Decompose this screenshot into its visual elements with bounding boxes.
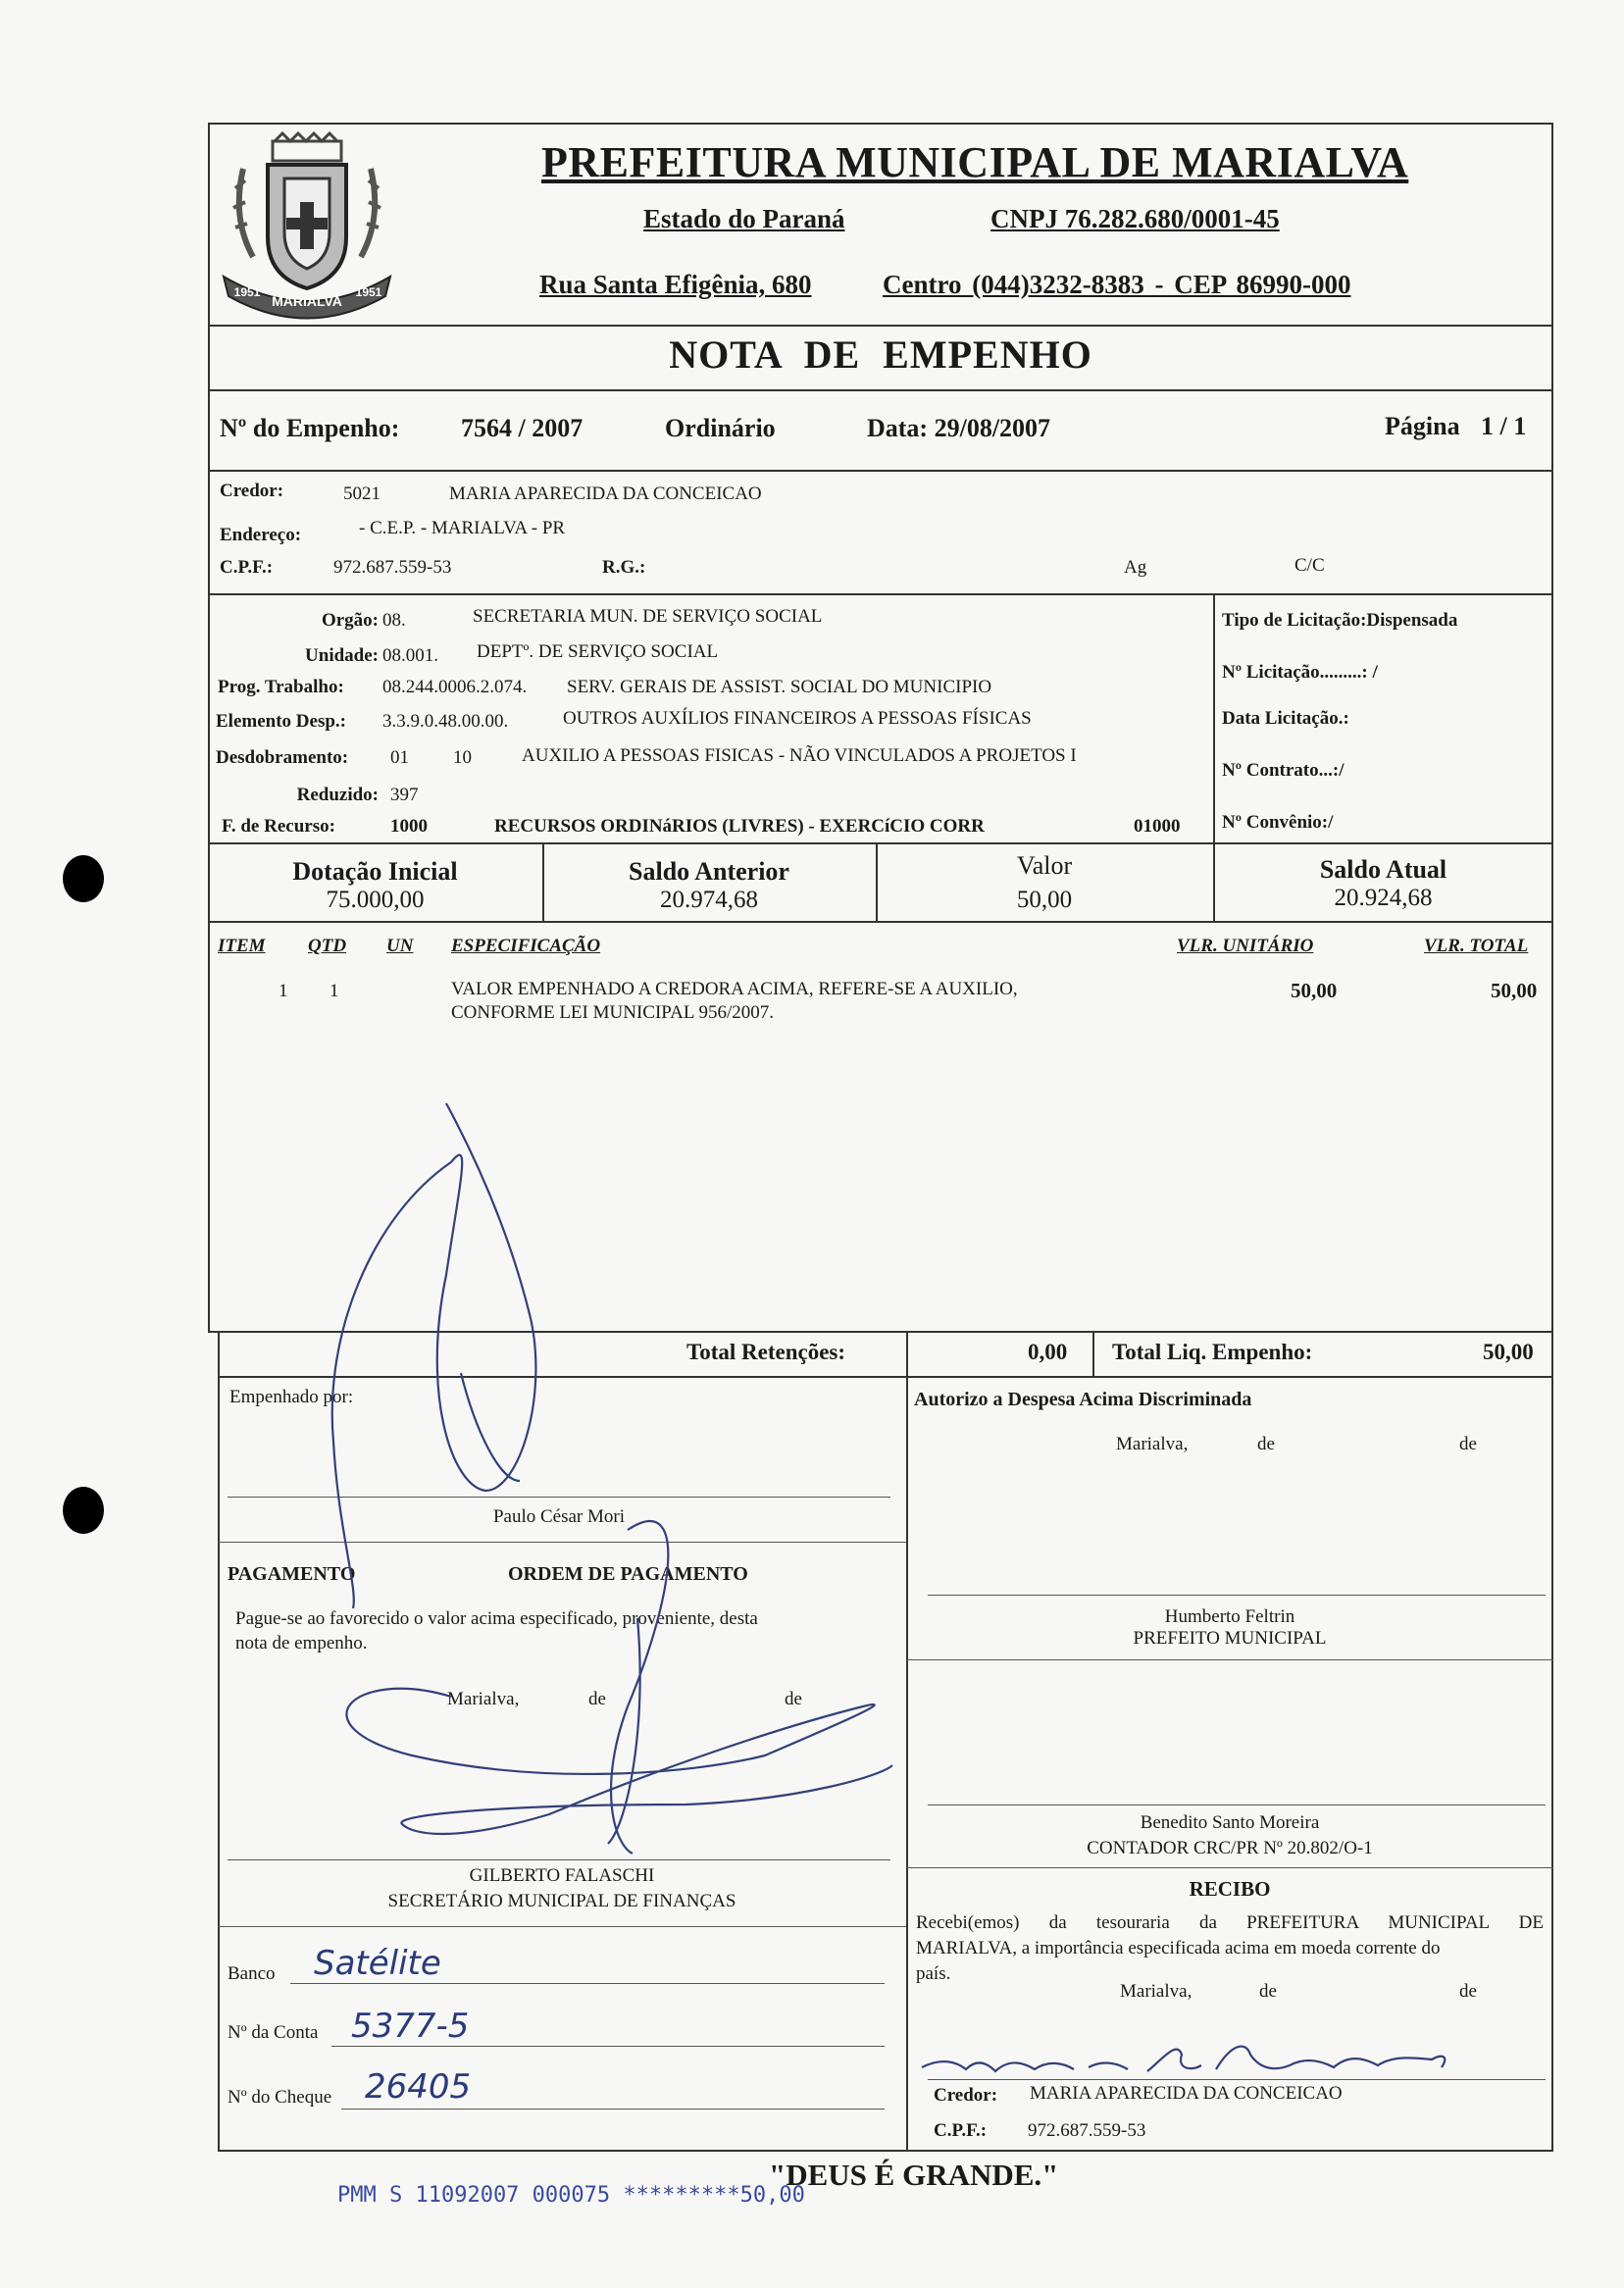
secretario-role: SECRETÁRIO MUNICIPAL DE FINANÇAS [387, 1891, 736, 1911]
recibo-credor-label: Credor: [934, 2085, 998, 2106]
secretario-name: GILBERTO FALASCHI [469, 1865, 655, 1886]
total-retencoes-label: Total Retenções: [686, 1340, 846, 1364]
recibo-text-3: país. [916, 1963, 951, 1984]
unidade-code: 08.001. [382, 645, 438, 666]
num-licitacao: Nº Licitação.........: / [1222, 662, 1378, 683]
ag-label: Ag [1124, 557, 1147, 578]
cheque-value: 26405 [365, 2067, 472, 2107]
secretario-signature [346, 1521, 892, 1854]
saldo-atual-label: Saldo Atual [1319, 855, 1447, 884]
prog-trabalho-desc: SERV. GERAIS DE ASSIST. SOCIAL DO MUNICIPIO [567, 677, 992, 697]
rg-label: R.G.: [602, 557, 646, 578]
row-total: 50,00 [1491, 979, 1538, 1002]
pagamento-label: PAGAMENTO [228, 1563, 356, 1585]
col-especificacao: ESPECIFICAÇÃO [451, 936, 601, 956]
cpf-value: 972.687.559-53 [333, 557, 452, 578]
autorizo-label: Autorizo a Despesa Acima Discriminada [914, 1389, 1252, 1410]
dotacao-value: 75.000,00 [326, 887, 425, 913]
orgao-desc: SECRETARIA MUN. DE SERVIÇO SOCIAL [473, 606, 823, 627]
saldo-anterior-value: 20.974,68 [660, 887, 758, 913]
contador-role: CONTADOR CRC/PR Nº 20.802/O-1 [1087, 1838, 1373, 1858]
elemento-code: 3.3.9.0.48.00.00. [382, 711, 509, 732]
credor-signature [922, 2047, 1445, 2071]
num-contrato: Nº Contrato...:/ [1222, 760, 1345, 781]
credor-code: 5021 [343, 483, 381, 504]
empenhado-signature [332, 1103, 536, 1608]
ordem-text-1: Pague-se ao favorecido o valor acima especificado, proveniente, desta [235, 1608, 758, 1629]
conta-label: Nº da Conta [228, 2022, 319, 2043]
ordem-pagamento-label: ORDEM DE PAGAMENTO [508, 1563, 748, 1585]
empenho-number-label: Nº do Empenho: [220, 414, 400, 442]
doc-title: NOTA DE EMPENHO [669, 332, 1092, 377]
address-label: Rua Santa Efigênia, 680 [539, 270, 812, 299]
cnpj-label: CNPJ 76.282.680/0001-45 [990, 204, 1280, 233]
crest-banner-label: MARIALVA [272, 293, 342, 309]
banco-value: Satélite [314, 1944, 441, 1983]
desdobramento-b: 10 [453, 747, 472, 768]
total-liq-label: Total Liq. Empenho: [1112, 1340, 1313, 1364]
saldo-atual-value: 20.924,68 [1334, 885, 1433, 911]
col-vlr-unitario: VLR. UNITÁRIO [1177, 936, 1314, 956]
orgao-label: Orgão: [321, 610, 379, 631]
ordem-marialva: Marialva, [447, 1689, 520, 1709]
recibo-cpf-label: C.P.F.: [934, 2120, 988, 2141]
banco-label: Banco [228, 1963, 276, 1984]
unidade-desc: DEPTº. DE SERVIÇO SOCIAL [477, 641, 719, 662]
prog-trabalho-label: Prog. Trabalho: [218, 677, 344, 697]
endereco-label: Endereço: [220, 525, 302, 545]
autorizo-de-2: de [1459, 1434, 1477, 1454]
crest-year-left: 1951 [233, 285, 261, 299]
ordem-de-2: de [785, 1689, 802, 1709]
crest-year-right: 1951 [355, 285, 382, 299]
page-label: Página [1385, 412, 1460, 440]
valor-label: Valor [1016, 851, 1073, 880]
dotacao-label: Dotação Inicial [292, 857, 458, 886]
empenho-date: Data: 29/08/2007 [867, 414, 1051, 442]
reduzido-value: 397 [390, 785, 419, 805]
unidade-label: Unidade: [305, 645, 379, 666]
contador-name: Benedito Santo Moreira [1140, 1812, 1320, 1833]
row-unit: 50,00 [1291, 979, 1338, 1002]
elemento-desc: OUTROS AUXÍLIOS FINANCEIROS A PESSOAS FÍSICAS [563, 708, 1032, 729]
total-liq-value: 50,00 [1483, 1340, 1534, 1364]
orgao-code: 08. [382, 610, 406, 631]
empenho-number: 7564 / 2007 [461, 414, 584, 442]
row-desc-line1: VALOR EMPENHADO A CREDORA ACIMA, REFERE-SE A AUXILIO, [451, 979, 1018, 999]
recibo-cpf-value: 972.687.559-53 [1028, 2120, 1146, 2141]
municipality-title: PREFEITURA MUNICIPAL DE MARIALVA [541, 138, 1409, 186]
recibo-de-2: de [1459, 1981, 1477, 2002]
state-label: Estado do Paraná [643, 204, 845, 233]
conta-value: 5377-5 [351, 2007, 470, 2046]
col-item: ITEM [218, 936, 266, 956]
prefeito-role: PREFEITO MUNICIPAL [1133, 1628, 1327, 1649]
row-desc-line2: CONFORME LEI MUNICIPAL 956/2007. [451, 1002, 775, 1023]
cpf-label: C.P.F.: [220, 557, 274, 578]
cc-label: C/C [1294, 555, 1325, 576]
payment-stamp: PMM S 11092007 000075 *********50,00 [337, 2183, 805, 2208]
col-vlr-total: VLR. TOTAL [1424, 936, 1529, 956]
credor-label: Credor: [220, 481, 284, 501]
valor-value: 50,00 [1016, 887, 1073, 913]
recibo-text-1: Recebi(emos) da tesouraria da PREFEITURA MUNICIPAL DE [916, 1912, 1544, 1933]
autorizo-marialva: Marialva, [1116, 1434, 1189, 1454]
data-licitacao: Data Licitação.: [1222, 708, 1349, 729]
empenho-type: Ordinário [665, 414, 776, 442]
recibo-text-2: MARIALVA, a importância especificada acima em moeda corrente do [916, 1938, 1441, 1958]
prog-trabalho-code: 08.244.0006.2.074. [382, 677, 528, 697]
desdobramento-desc: AUXILIO A PESSOAS FISICAS - NÃO VINCULADOS A PROJETOS I [522, 745, 1077, 766]
contact-label: Centro (044)3232-8383 - CEP 86990-000 [883, 270, 1351, 299]
endereco-value: - C.E.P. - MARIALVA - PR [359, 518, 566, 538]
autorizo-de-1: de [1257, 1434, 1275, 1454]
ordem-de-1: de [588, 1689, 606, 1709]
ordem-text-2: nota de empenho. [235, 1633, 368, 1653]
empenhado-label: Empenhado por: [229, 1387, 354, 1407]
recurso-num: 01000 [1134, 816, 1181, 837]
recurso-desc: RECURSOS ORDINáRIOS (LIVRES) - EXERCíCIO CORR [494, 816, 985, 837]
recibo-marialva: Marialva, [1120, 1981, 1193, 2002]
recibo-de-1: de [1259, 1981, 1277, 2002]
tipo-licitacao-text: Tipo de Licitação:Dispensada [1222, 610, 1458, 631]
recurso-code: 1000 [390, 816, 428, 837]
recurso-label: F. de Recurso: [222, 816, 335, 837]
row-item: 1 [279, 981, 288, 1001]
credor-name: MARIA APARECIDA DA CONCEICAO [449, 483, 762, 504]
reduzido-label: Reduzido: [296, 785, 379, 805]
empenhado-name: Paulo César Mori [492, 1506, 626, 1527]
recibo-title: RECIBO [1189, 1877, 1271, 1901]
page-number: 1 / 1 [1481, 412, 1527, 440]
recibo-credor-value: MARIA APARECIDA DA CONCEICAO [1030, 2083, 1343, 2104]
motto: "DEUS É GRANDE." [769, 2158, 1059, 2192]
col-un: UN [386, 936, 414, 956]
col-qtd: QTD [308, 936, 347, 956]
desdobramento-label: Desdobramento: [216, 747, 349, 768]
total-retencoes-value: 0,00 [1028, 1340, 1068, 1364]
row-qtd: 1 [330, 981, 339, 1001]
desdobramento-a: 01 [390, 747, 409, 768]
elemento-label: Elemento Desp.: [216, 711, 346, 732]
num-convenio: Nº Convênio:/ [1222, 812, 1334, 833]
cheque-label: Nº do Cheque [228, 2087, 332, 2108]
saldo-anterior-label: Saldo Anterior [629, 857, 789, 886]
prefeito-name: Humberto Feltrin [1164, 1606, 1295, 1627]
